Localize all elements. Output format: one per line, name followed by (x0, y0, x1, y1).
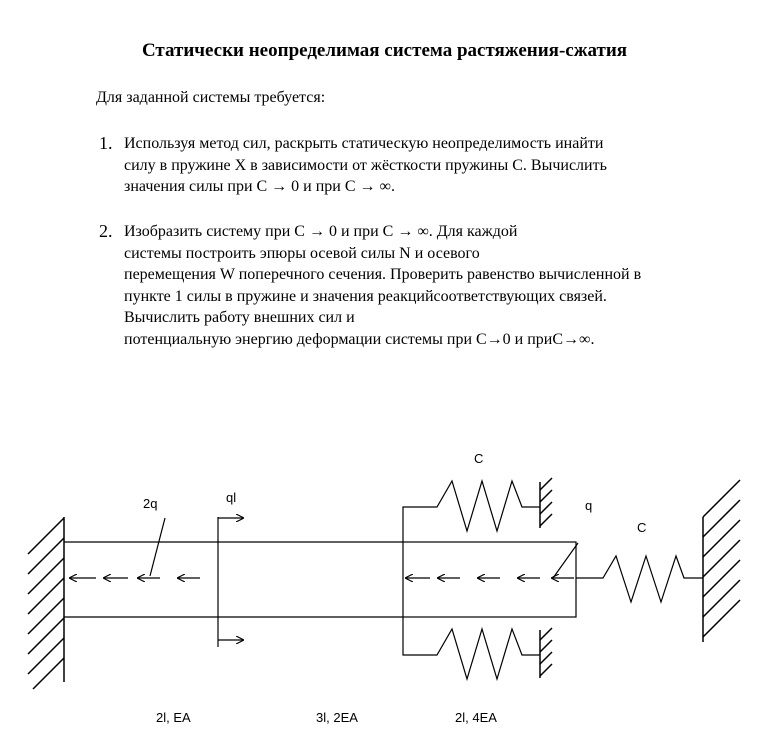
load-label-ql: ql (226, 490, 237, 505)
lower-spring-support (540, 628, 552, 678)
segment-label-2: 3l, 2EA (316, 710, 358, 725)
distributed-load-q (406, 543, 578, 578)
task-2-line: пункте 1 силы в пружине и значения реакцийсоответствующих связей. (124, 287, 607, 305)
intro-text: Для заданной системы требуется: (96, 89, 326, 106)
side-springs (403, 481, 540, 679)
task-2-text (124, 221, 641, 351)
task-2-line: Изобразить систему при C → 0 и при C → ∞. Для каждой (124, 223, 518, 240)
spring-label-c-top: C (474, 451, 484, 466)
concentrated-force-ql (218, 518, 243, 640)
load-label-2q: 2q (143, 496, 158, 511)
task-2-number: 2. (99, 221, 113, 241)
task-1-number: 1. (99, 133, 113, 153)
task-2-line: потенциальную энергию деформации системы при C→0 и приC→∞. (124, 330, 595, 348)
upper-spring-support (540, 478, 552, 528)
bar-outline (64, 517, 576, 647)
task-1-text (124, 133, 607, 198)
segment-label-1: 2l, EA (156, 710, 191, 725)
left-wall-support (28, 517, 64, 689)
task-2-line: Вычислить работу внешних сил и (124, 309, 355, 327)
task-1-line: значения силы при C → 0 и при C → ∞. (124, 178, 395, 196)
segment-label-3: 2l, 4EA (455, 710, 497, 725)
task-2-line: системы построить эпюры осевой силы N и осевого (124, 244, 480, 262)
right-wall-support (703, 480, 740, 642)
task-1-line: силу в пружине X в зависимости от жёсткости пружины C. Вычислить (124, 156, 607, 174)
task-1-line: Используя метод сил, раскрыть статическую неопределимость инайти (124, 135, 604, 152)
load-label-q: q (585, 498, 593, 513)
bar-system-diagram (0, 440, 769, 751)
page-title: Статически неопределимая система растяжения-сжатия (141, 40, 628, 61)
task-2-line: перемещения W поперечного сечения. Проверить равенство вычисленной в (124, 266, 642, 284)
right-spring (576, 556, 703, 602)
distributed-load-2q (70, 518, 200, 578)
spring-label-c-right: C (637, 520, 647, 535)
